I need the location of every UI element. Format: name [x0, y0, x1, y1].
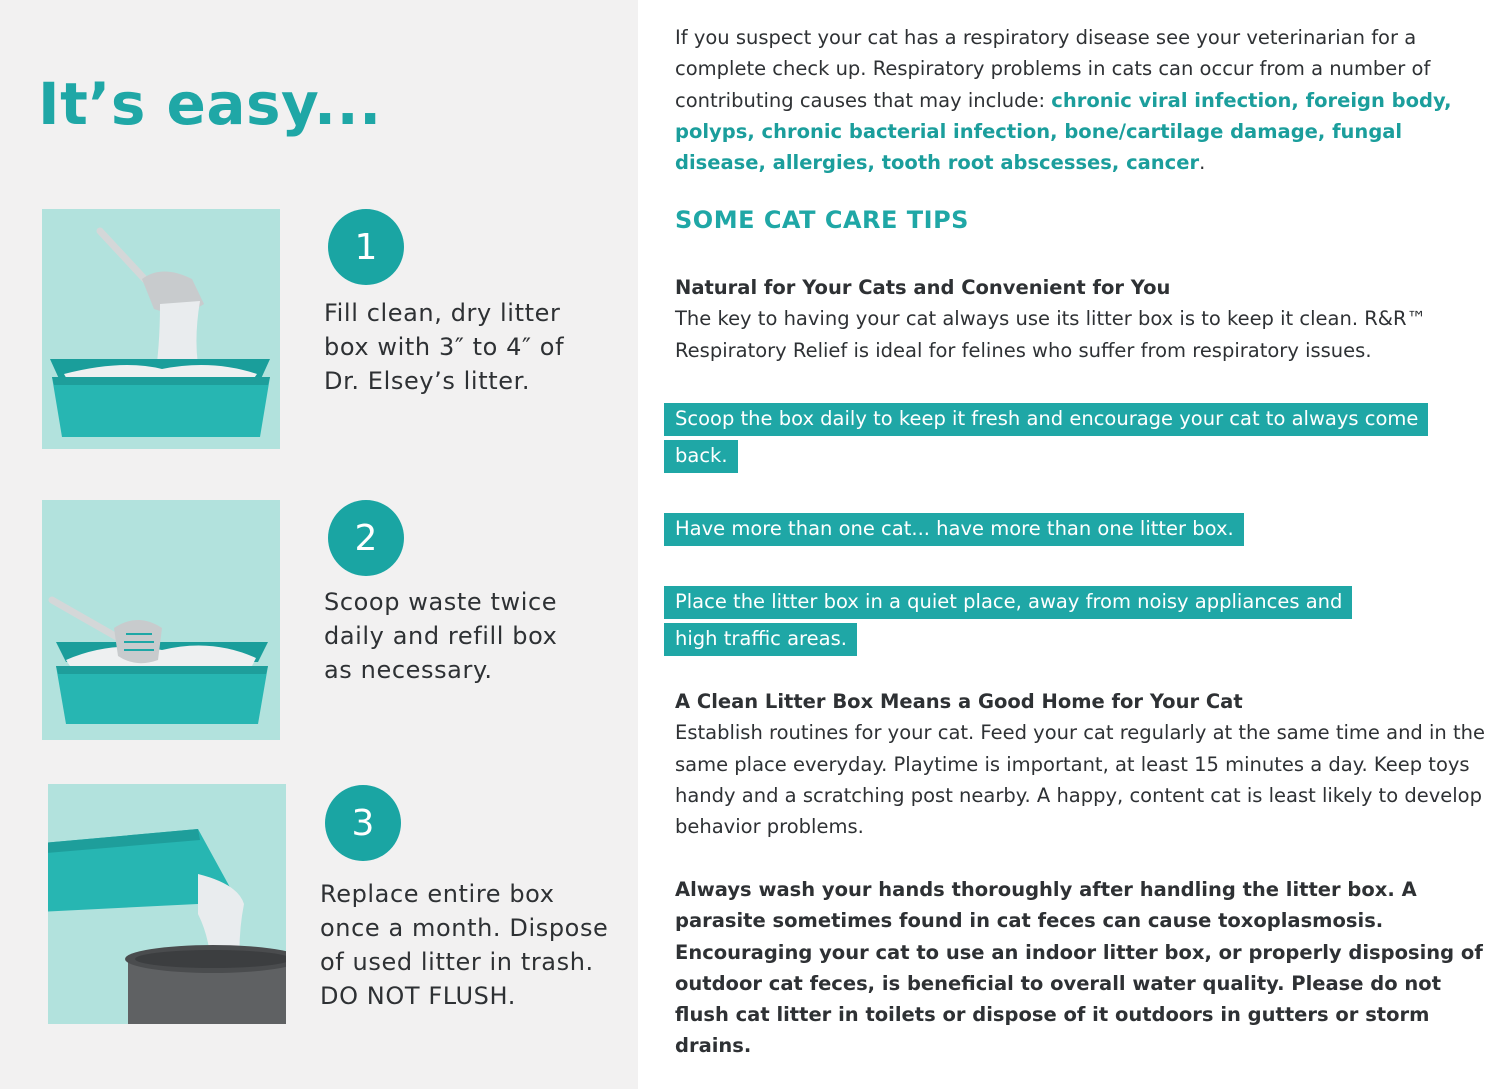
dump-litter-illustration	[48, 784, 286, 1024]
natural-body: The key to having your cat always use its litter box is to keep it clean. R&R™ Respiratory Relief is ideal for felines who suffer from respiratory issues.	[675, 307, 1427, 362]
intro-end: .	[1199, 151, 1206, 175]
clean-paragraph	[675, 686, 1493, 842]
tip-1-text: Scoop the box daily to keep it fresh and encourage your cat to always come back.	[664, 403, 1428, 473]
warning-paragraph: Always wash your hands thoroughly after handling the litter box. A parasite sometimes found in cat feces can cause toxoplasmosis. Encouraging your cat to use an indoor litter box, or properly disposing of outdoor cat feces, is beneficial to overall water quality. Please do not flush cat litter in toilets or dispose of it outdoors in gutters or storm drains.	[675, 878, 1483, 1058]
step-1-text: Fill clean, dry litter box with 3″ to 4″ of Dr. Elsey’s litter.	[324, 299, 565, 395]
litter-fill-illustration	[42, 209, 280, 449]
section-heading: SOME CAT CARE TIPS	[675, 206, 969, 234]
page-title: It’s easy...	[38, 70, 382, 138]
respiratory-causes: chronic viral infection, foreign body, polyps, chronic bacterial infection, bone/cartilage damage, fungal disease, allergies, tooth root abscesses, cancer	[675, 88, 1452, 175]
intro-paragraph	[675, 22, 1493, 178]
intro-text: If you suspect your cat has a respiratory disease see your veterinarian for a complete check up. Respiratory problems in cats can occur from a number of contributing causes that may include:	[675, 26, 1431, 112]
step-3-text: Replace entire box once a month. Dispose of used litter in trash. DO NOT FLUSH.	[320, 880, 609, 1010]
tip-3	[664, 583, 1384, 657]
clean-heading: A Clean Litter Box Means a Good Home for Your Cat	[675, 690, 1243, 713]
step-2-text: Scoop waste twice daily and refill box as necessary.	[324, 588, 558, 684]
tip-3-text: Place the litter box in a quiet place, away from noisy appliances and high traffic areas.	[664, 586, 1352, 656]
step-2-number: 2	[328, 500, 404, 576]
scoop-waste-illustration	[42, 500, 280, 740]
tip-1	[664, 400, 1454, 474]
natural-paragraph	[675, 272, 1493, 366]
instructions-panel	[0, 0, 638, 1089]
step-1-number: 1	[328, 209, 404, 285]
clean-body: Establish routines for your cat. Feed your cat regularly at the same time and in the same place everyday. Playtime is important, at least 15 minutes a day. Keep toys handy and a scratching post nearby. A happy, content cat is least likely to develop behavior problems.	[675, 721, 1485, 839]
tip-2	[664, 510, 1464, 547]
step-3-number: 3	[325, 785, 401, 861]
natural-heading: Natural for Your Cats and Convenient for You	[675, 276, 1171, 299]
tip-2-text: Have more than one cat... have more than one litter box.	[664, 513, 1244, 546]
